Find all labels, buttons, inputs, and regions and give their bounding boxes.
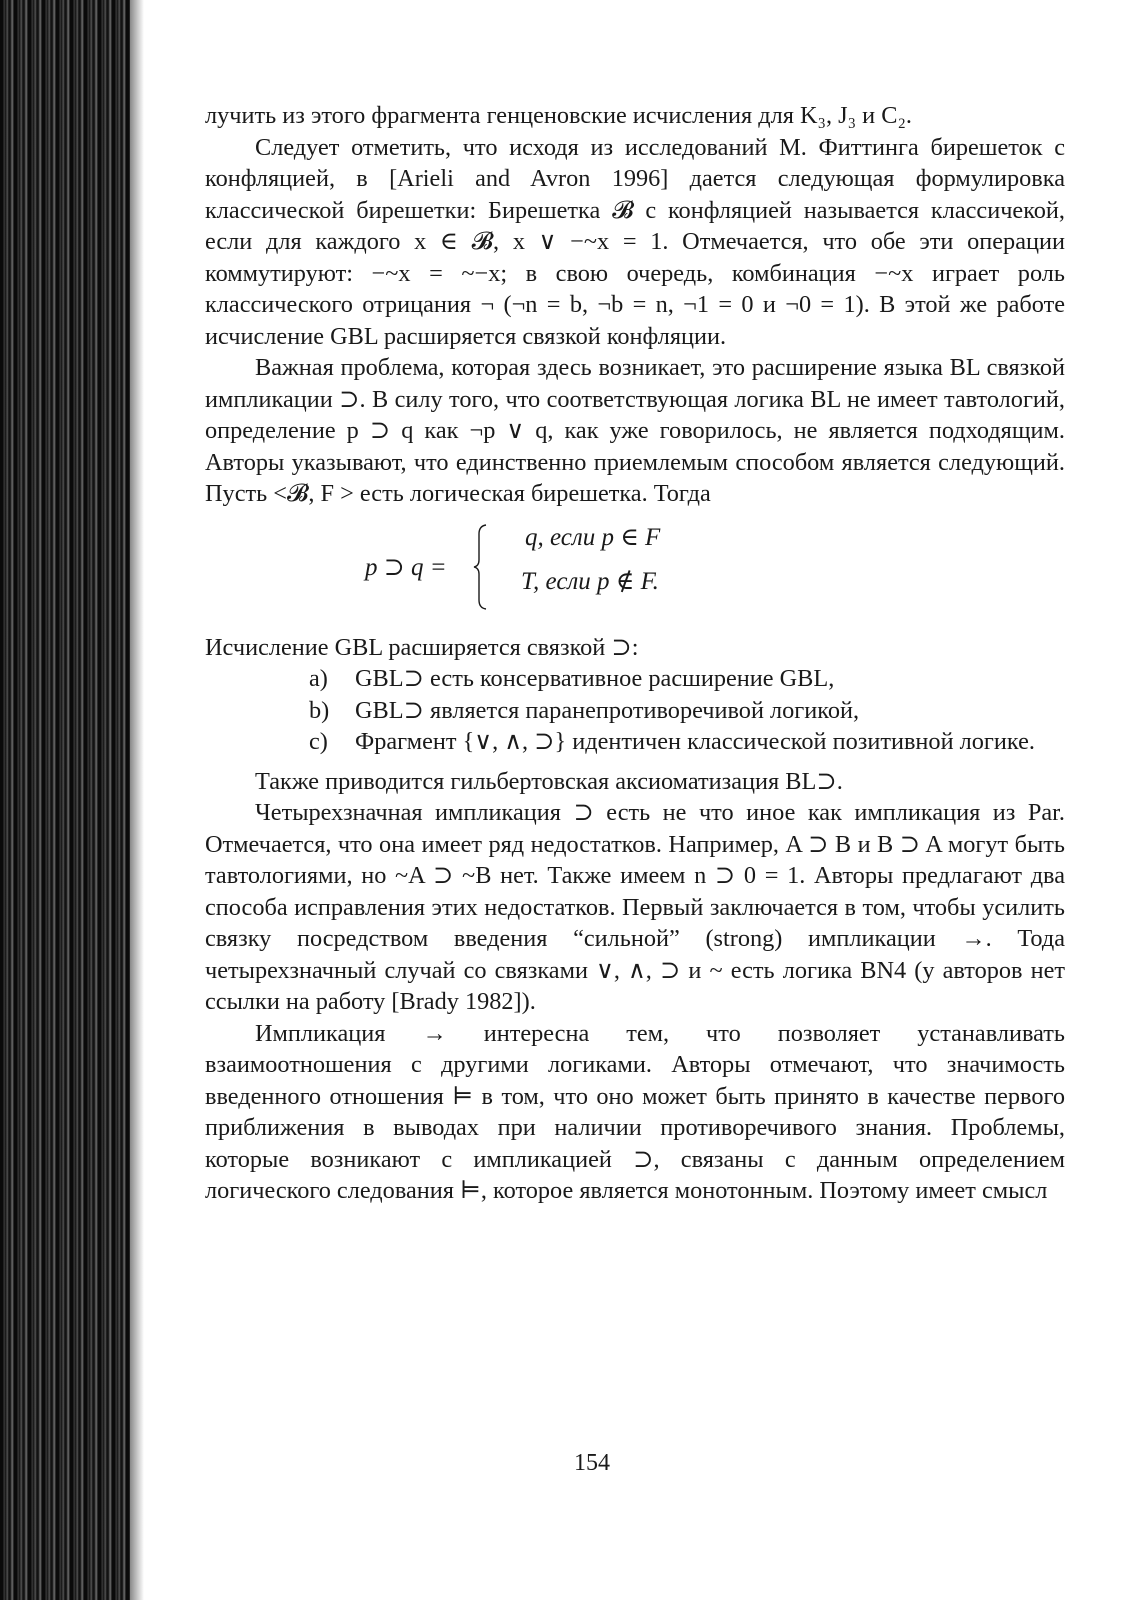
properties-list xyxy=(205,663,1065,758)
list-item-text: GBL⊃ есть консервативное расширение GBL, xyxy=(355,665,835,692)
paragraph-7: Импликация → интересна тем, что позволяет устанавливать взаимоотношения с другими логиками. Авторы отмечают, что значимость введенного отношения ⊨ в том, что оно может быть принято в качестве первого приближения в выводах при наличии противоречивого знания. Проблемы, которые возникают с импликацией ⊃, связаны с данным определением логического следования ⊨, которое является монотонным. Поэтому имеет смысл xyxy=(205,1019,1065,1204)
formula-case-2: T, если p ∉ F. xyxy=(521,567,659,595)
book-binding-edge xyxy=(0,0,130,1600)
list-item-text: GBL⊃ является паранепротиворечивой логикой, xyxy=(355,696,860,724)
page-body xyxy=(205,100,1065,1207)
paragraph-6: Четырехзначная импликация ⊃ есть не что иное как импликация из Par. Отмечается, что она имеет ряд недостатков. Например, A ⊃ B и B ⊃ A могут быть тавтологиями, но ~A ⊃ ~B нет. Также имеем n ⊃ 0 = 1. Авторы предлагают два способа исправления этих недостатков. Первый заключается в том, чтобы усилить связку посредством введения “сильной” (strong) импликации →. Тода четырехзначный случай со связками ∨, ∧, ⊃ и ~ есть логика BN4 (у авторов нет ссылки на работу [Brady 1982]). xyxy=(205,799,1065,1015)
paragraph-5: Также приводится гильбертовская аксиоматизация BL⊃. xyxy=(255,767,843,795)
list-item-text: Фрагмент {∨, ∧, ⊃} идентичен классической позитивной логике. xyxy=(355,728,1035,755)
list-item xyxy=(205,695,1065,727)
list-marker: a) xyxy=(309,665,328,692)
list-item xyxy=(205,663,1065,695)
list-marker: b) xyxy=(309,696,330,724)
implication-definition-formula xyxy=(205,522,1065,620)
paragraph-4: Исчисление GBL расширяется связкой ⊃: xyxy=(205,633,639,661)
list-marker: c) xyxy=(309,728,328,755)
paragraph-1: лучить из этого фрагмента генценовские исчисления для K₃, J₃ и C₂. xyxy=(205,102,913,129)
list-item xyxy=(205,726,1065,758)
formula-case-1: q, если p ∈ F xyxy=(525,523,661,551)
page-number: 154 xyxy=(574,1450,610,1476)
formula-lhs: p ⊃ q = xyxy=(365,553,447,581)
paragraph-2: Следует отметить, что исходя из исследований М. Фиттинга бирешеток с конфляцией, в [Arieli and Avron 1996] дается следующая формулировка классической бирешетки: Бирешетка 𝓑 с конфляцией называется классичекой, если для каждого x ∈ 𝓑, x ∨ −~x = 1. Отмечается, что обе эти операции коммутируют: −~x = ~−x; в свою очередь, комбинация −~x играет роль классического отрицания ¬ (¬n = b, ¬b = n, ¬1 = 0 и ¬0 = 1). В этой же работе исчисление GBL расширяется связкой конфляции. xyxy=(205,133,1065,350)
left-brace-icon xyxy=(473,524,487,610)
paragraph-3: Важная проблема, которая здесь возникает, это расширение языка BL связкой импликации ⊃. В силу того, что соответствующая логика BL не имеет тавтологий, определение p ⊃ q как ¬p ∨ q, как уже говорилось, не является подходящим. Авторы указывают, что единственно приемлемым способом является следующий. Пусть <𝓑, F > есть логическая бирешетка. Тогда xyxy=(205,354,1065,507)
